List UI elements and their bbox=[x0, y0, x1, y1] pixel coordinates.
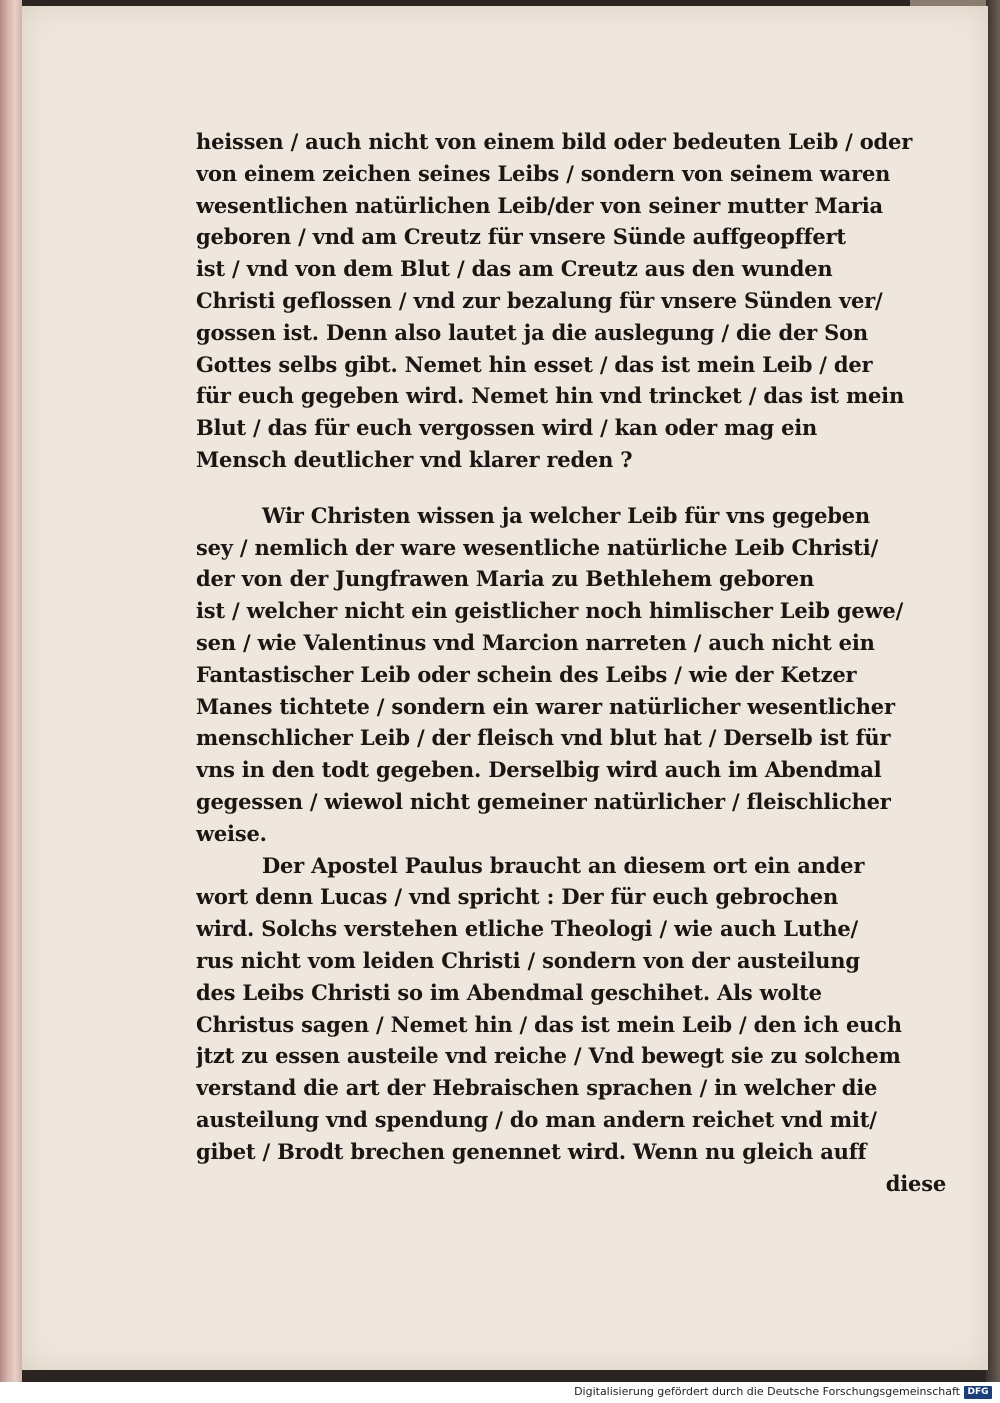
catchword: diese bbox=[885, 1170, 946, 1196]
paragraph-2 bbox=[196, 500, 946, 850]
funding-credit: Digitalisierung gefördert durch die Deutsche Forschungsgemeinschaft bbox=[574, 1385, 960, 1398]
text-line: weise. bbox=[196, 820, 267, 846]
text-line: verstand die art der Hebraischen sprachen / in welcher die bbox=[196, 1075, 878, 1101]
scan-right-edge bbox=[986, 0, 1000, 1382]
text-line: Fantastischer Leib oder schein des Leibs / wie der Ketzer bbox=[196, 661, 857, 687]
text-line: Gottes selbs gibt. Nemet hin esset / das ist mein Leib / der bbox=[196, 351, 873, 377]
text-line: rus nicht vom leiden Christi / sondern von der austeilung bbox=[196, 947, 860, 973]
text-line: Blut / das für euch vergossen wird / kan oder mag ein bbox=[196, 415, 818, 441]
text-line: ist / welcher nicht ein geistlicher noch himlischer Leib gewe/ bbox=[196, 598, 904, 624]
text-line: Mensch deutlicher vnd klarer reden ? bbox=[196, 446, 633, 472]
text-line: für euch gegeben wird. Nemet hin vnd trincket / das ist mein bbox=[196, 383, 905, 409]
text-line: vns in den todt gegeben. Derselbig wird auch im Abendmal bbox=[196, 757, 882, 783]
text-line: heissen / auch nicht von einem bild oder bedeuten Leib / oder bbox=[196, 129, 913, 154]
dfg-logo-icon: DFG bbox=[964, 1386, 992, 1399]
binding-edge bbox=[0, 0, 22, 1382]
text-line: Christus sagen / Nemet hin / das ist mein Leib / den ich euch bbox=[196, 1011, 902, 1037]
text-line: ist / vnd von dem Blut / das am Creutz aus den wunden bbox=[196, 256, 833, 282]
text-line: sey / nemlich der ware wesentliche natürliche Leib Christi/ bbox=[196, 534, 879, 560]
text-line: gibet / Brodt brechen genennet wird. Wenn nu gleich auff bbox=[196, 1138, 867, 1164]
paragraph-1 bbox=[196, 126, 946, 476]
text-line: wird. Solchs verstehen etliche Theologi / wie auch Luthe/ bbox=[196, 916, 859, 942]
text-line: Christi geflossen / vnd zur bezalung für vnsere Sünden ver/ bbox=[196, 287, 883, 313]
text-line: menschlicher Leib / der fleisch vnd blut hat / Derselb ist für bbox=[196, 725, 891, 751]
page-text bbox=[196, 126, 946, 1199]
text-line: Manes tichtete / sondern ein warer natürlicher wesentlicher bbox=[196, 693, 895, 719]
paragraph-3 bbox=[196, 850, 946, 1168]
text-line: gegessen / wiewol nicht gemeiner natürlicher / fleischlicher bbox=[196, 788, 891, 814]
digitization-footer bbox=[0, 1382, 1000, 1403]
paragraph-gap bbox=[196, 476, 946, 500]
text-line: wort denn Lucas / vnd spricht : Der für euch gebrochen bbox=[196, 884, 839, 910]
text-line: der von der Jungfrawen Maria zu Bethlehem geboren bbox=[196, 566, 815, 592]
text-line: jtzt zu essen austeile vnd reiche / Vnd bewegt sie zu solchem bbox=[196, 1043, 901, 1069]
text-line: Wir Christen wissen ja welcher Leib für vns gegeben bbox=[262, 502, 870, 528]
text-line: wesentlichen natürlichen Leib/der von seiner mutter Maria bbox=[196, 192, 883, 218]
text-line: sen / wie Valentinus vnd Marcion narreten / auch nicht ein bbox=[196, 629, 875, 655]
text-line: geboren / vnd am Creutz für vnsere Sünde auffgeopffert bbox=[196, 224, 846, 250]
text-line: austeilung vnd spendung / do man andern reichet vnd mit/ bbox=[196, 1106, 877, 1132]
text-line: Der Apostel Paulus braucht an diesem ort ein ander bbox=[262, 852, 865, 878]
text-line: von einem zeichen seines Leibs / sondern von seinem waren bbox=[196, 160, 891, 186]
text-line: gossen ist. Denn also lautet ja die auslegung / die der Son bbox=[196, 319, 868, 345]
text-line: des Leibs Christi so im Abendmal geschihet. Als wolte bbox=[196, 979, 822, 1005]
